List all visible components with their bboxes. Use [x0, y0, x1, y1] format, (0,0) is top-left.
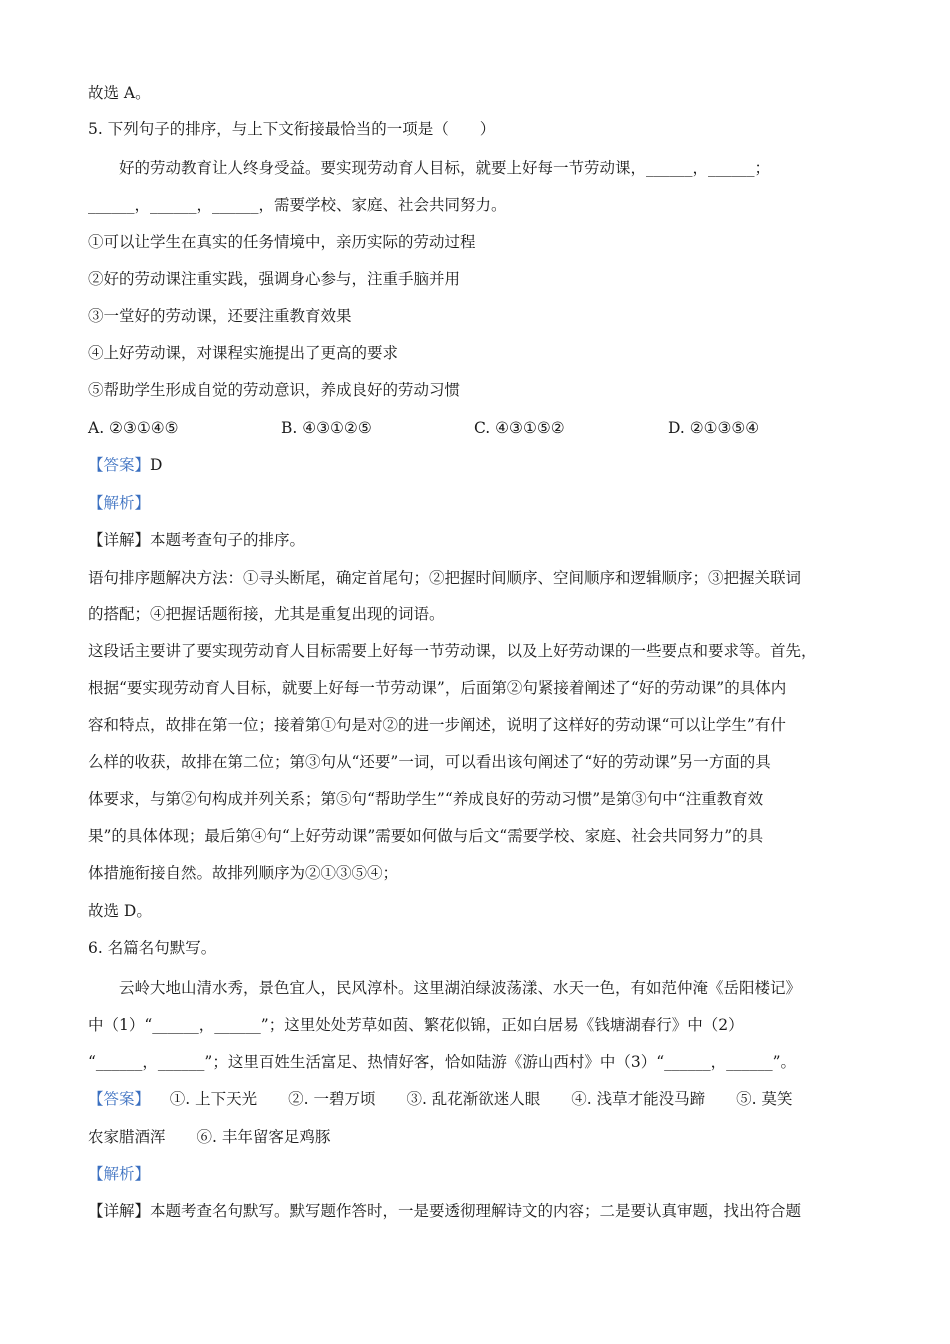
paragraph-line-7: 体措施衔接自然。故排列顺序为②①③⑤④； — [88, 864, 399, 882]
sentence-3: ③一堂好的劳动课，还要注重教育效果 — [88, 307, 352, 325]
detail-6-text: 本题考查名句默写。默写题作答时，一是要透彻理解诗文的内容；二是要认真审题，找出符合题 — [150, 1202, 802, 1220]
answer-6-line-2: 农家腊酒浑 ⑥. 丰年留客足鸡豚 — [88, 1128, 331, 1146]
detail-6-line — [88, 1200, 801, 1222]
analysis-6-tag: 【解析】 — [88, 1165, 151, 1183]
answer-value: D — [150, 456, 163, 474]
text-line: 故选 D。 — [88, 902, 152, 920]
method-line-1: 语句排序题解决方法：①寻头断尾，确定首尾句；②把握时间顺序、空间顺序和逻辑顺序；③把握关联词 — [88, 569, 802, 587]
option-b: B. ④③①②⑤ — [281, 419, 372, 437]
analysis-tag: 【解析】 — [88, 494, 151, 512]
paragraph-line-6: 果”的具体体现；最后第④句“上好劳动课”需要如何做与后文“需要学校、家庭、社会共同努力”的具 — [88, 827, 764, 845]
answer-6-values: ①. 上下天光 ②. 一碧万顷 ③. 乱花渐欲迷人眼 ④. 浅草才能没马蹄 ⑤. 莫笑 — [169, 1090, 793, 1108]
detail-text: 本题考查句子的排序。 — [150, 531, 306, 549]
answer-6-tag: 【答案】 — [88, 1090, 151, 1108]
answer-line — [88, 454, 162, 476]
sentence-4: ④上好劳动课，对课程实施提出了更高的要求 — [88, 344, 399, 362]
question-6-stem-2: 中（1）“______，______”；这里处处芳草如茵、繁花似锦，正如白居易《钱塘湖春行》中（2） — [88, 1016, 744, 1034]
question-6-stem-3: “______，______”；这里百姓生活富足、热情好客，恰如陆游《游山西村》中（3）“______，______”。 — [88, 1053, 797, 1071]
paragraph-line-1: 这段话主要讲了要实现劳动育人目标需要上好每一节劳动课，以及上好劳动课的一些要点和要求等。首先， — [88, 642, 817, 660]
sentence-5: ⑤帮助学生形成自觉的劳动意识，养成良好的劳动习惯 — [88, 381, 461, 399]
paragraph-line-5: 体要求，与第②句构成并列关系；第⑤句“帮助学生”“养成良好的劳动习惯”是第③句中“注重教育效 — [88, 790, 764, 808]
question-6-stem: 云岭大地山清水秀，景色宜人，民风淳朴。这里湖泊绿波荡漾、水天一色，有如范仲淹《岳阳楼记》 — [119, 979, 802, 997]
sentence-1: ①可以让学生在真实的任务情境中，亲历实际的劳动过程 — [88, 233, 476, 251]
option-a: A. ②③①④⑤ — [88, 419, 179, 437]
option-d: D. ②①③⑤④ — [668, 419, 760, 437]
paragraph-line-4: 么样的收获，故排在第二位；第③句从“还要”一词，可以看出该句阐述了“好的劳动课”另一方面的具 — [88, 753, 771, 771]
detail-6-tag: 【详解】 — [88, 1202, 151, 1220]
option-c: C. ④③①⑤② — [474, 419, 565, 437]
question-5-stem-cont: ______，______，______，需要学校、家庭、社会共同努力。 — [88, 196, 507, 214]
paragraph-line-3: 容和特点，故排在第一位；接着第①句是对②的进一步阐述，说明了这样好的劳动课“可以让学生”有什 — [88, 716, 786, 734]
text-line: 故选 A。 — [88, 84, 151, 102]
answer-tag: 【答案】 — [88, 456, 151, 474]
answer-6-line — [88, 1088, 793, 1110]
paragraph-line-2: 根据“要实现劳动育人目标，就要上好每一节劳动课”，后面第②句紧接着阐述了“好的劳动课”的具体内 — [88, 679, 787, 697]
question-5-stem: 好的劳动教育让人终身受益。要实现劳动育人目标，就要上好每一节劳动课，______，______； — [119, 159, 771, 177]
question-5-title: 5. 下列句子的排序，与上下文衔接最恰当的一项是（ ） — [88, 120, 496, 138]
detail-line — [88, 529, 305, 551]
question-6-title: 6. 名篇名句默写。 — [88, 939, 217, 957]
sentence-2: ②好的劳动课注重实践，强调身心参与，注重手脑并用 — [88, 270, 461, 288]
method-line-2: 的搭配；④把握话题衔接，尤其是重复出现的词语。 — [88, 605, 445, 623]
detail-tag: 【详解】 — [88, 531, 151, 549]
